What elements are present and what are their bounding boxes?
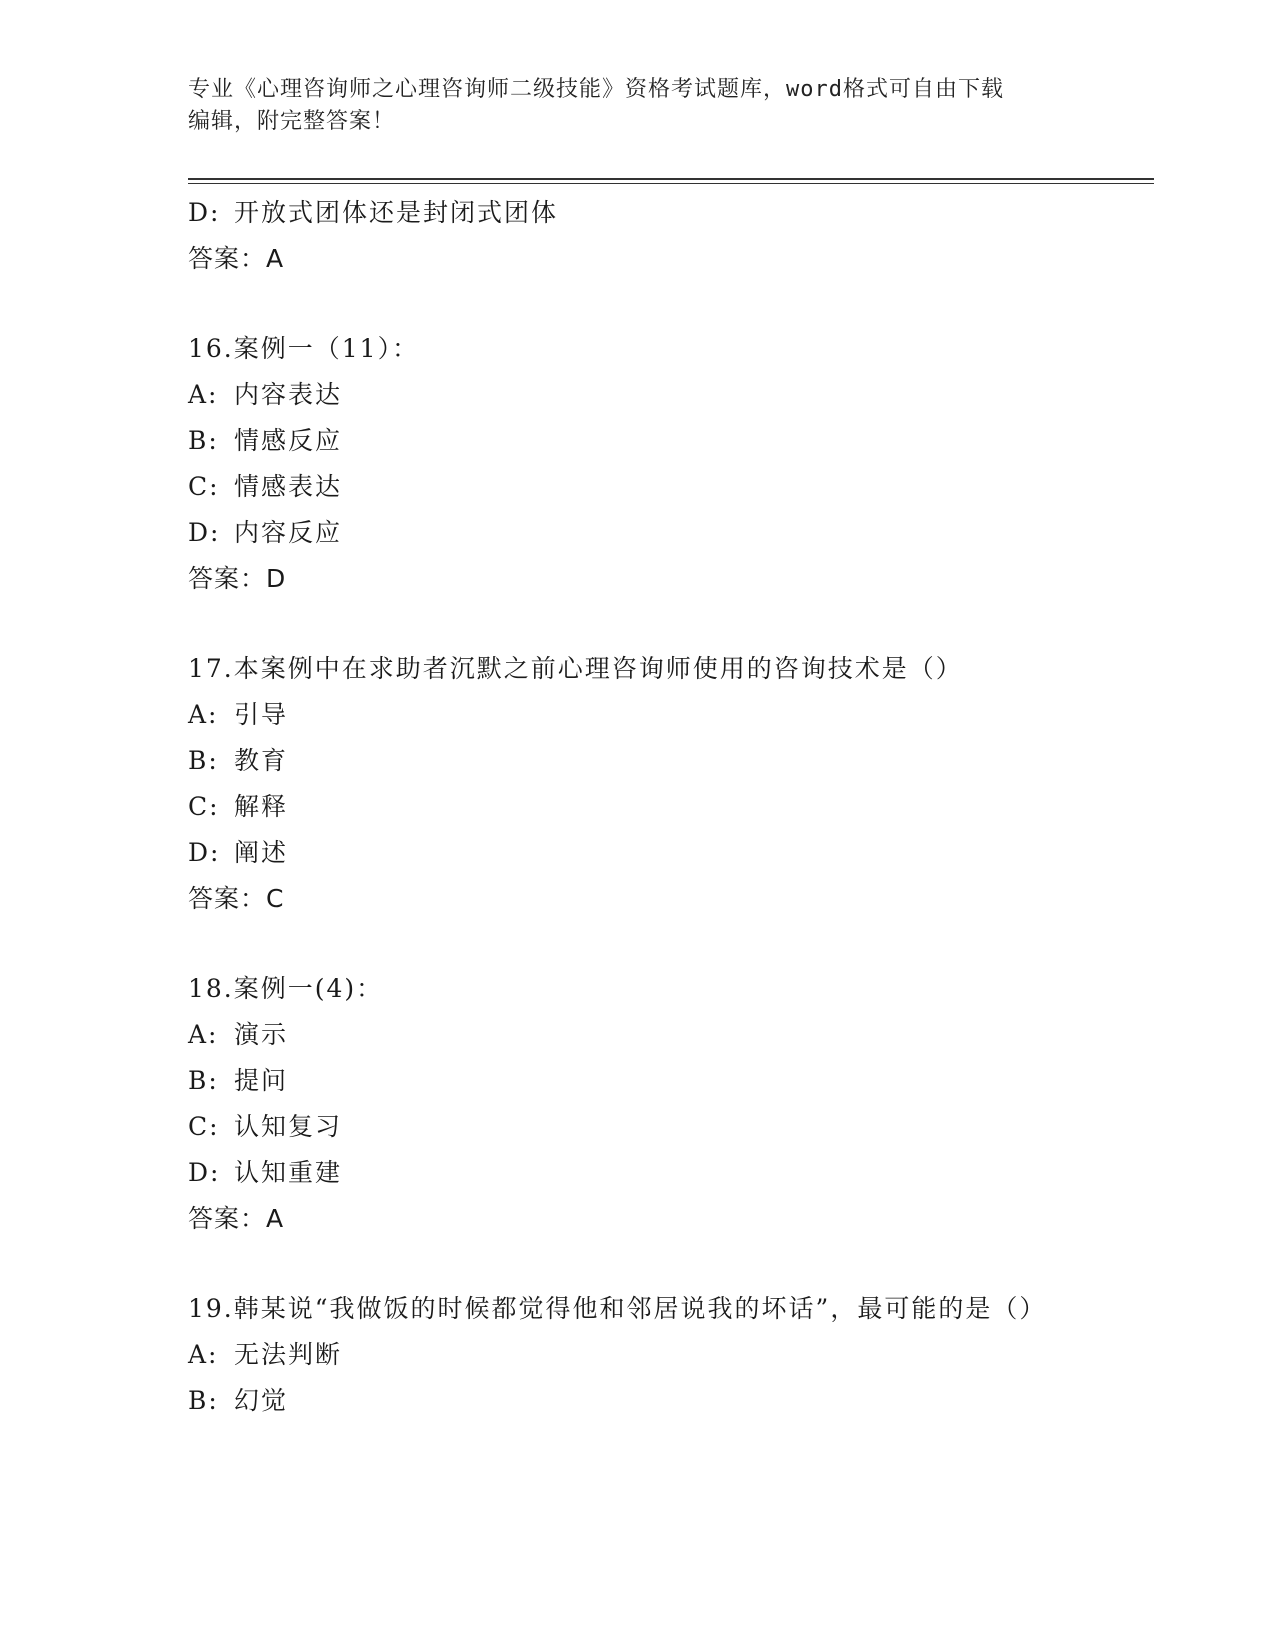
option-row	[188, 418, 1088, 464]
option-row	[188, 738, 1088, 784]
option-letter: D:	[188, 838, 221, 867]
answer-line: 答案：A	[188, 1204, 285, 1233]
option-letter: D:	[188, 198, 221, 227]
option-row	[188, 784, 1088, 830]
question-list	[188, 190, 1088, 1424]
question-block-15-tail	[188, 190, 1088, 282]
question-block-17	[188, 646, 1088, 922]
option-text: 提问	[234, 1066, 289, 1095]
option-letter: A:	[188, 1020, 219, 1049]
option-text: 内容表达	[234, 380, 343, 409]
header-divider-thick	[188, 178, 1154, 180]
header-line-2: 编辑，附完整答案！	[188, 109, 396, 134]
option-letter: B:	[188, 426, 219, 455]
option-text: 情感反应	[234, 426, 343, 455]
option-text: 无法判断	[234, 1340, 343, 1369]
question-block-16	[188, 326, 1088, 602]
question-text: 17.本案例中在求助者沉默之前心理咨询师使用的咨询技术是（）	[188, 654, 963, 683]
option-text: 阐述	[234, 838, 289, 867]
option-text: 情感表达	[234, 472, 343, 501]
option-text: 内容反应	[234, 518, 343, 547]
option-letter: C:	[188, 1112, 220, 1141]
option-row	[188, 464, 1088, 510]
option-row	[188, 1012, 1088, 1058]
option-letter: C:	[188, 792, 220, 821]
option-row	[188, 830, 1088, 876]
option-letter: B:	[188, 1066, 219, 1095]
option-text: 教育	[234, 746, 289, 775]
option-text: 解释	[234, 792, 289, 821]
question-text: 16.案例一（11）：	[188, 334, 420, 363]
answer-line: 答案：C	[188, 884, 285, 913]
option-row	[188, 190, 1088, 236]
answer-line: 答案：A	[188, 244, 285, 273]
option-text: 幻觉	[234, 1386, 289, 1415]
option-letter: B:	[188, 746, 219, 775]
answer-line: 答案：D	[188, 564, 287, 593]
option-row	[188, 372, 1088, 418]
option-text: 认知复习	[234, 1112, 343, 1141]
option-row	[188, 1104, 1088, 1150]
question-block-19	[188, 1286, 1088, 1424]
option-text: 开放式团体还是封闭式团体	[234, 198, 559, 227]
document-header	[188, 74, 1088, 138]
question-text: 19.韩某说“我做饭的时候都觉得他和邻居说我的坏话”，最可能的是（）	[188, 1294, 1047, 1323]
header-line-1: 专业《心理咨询师之心理咨询师二级技能》资格考试题库，word格式可自由下载	[188, 77, 1004, 102]
question-text: 18.案例一(4)：	[188, 974, 384, 1003]
option-letter: A:	[188, 1340, 219, 1369]
option-row	[188, 1058, 1088, 1104]
option-letter: D:	[188, 1158, 221, 1187]
option-letter: A:	[188, 700, 219, 729]
option-letter: B:	[188, 1386, 219, 1415]
option-row	[188, 1150, 1088, 1196]
option-row	[188, 1378, 1088, 1424]
option-letter: D:	[188, 518, 221, 547]
option-row	[188, 510, 1088, 556]
option-letter: A:	[188, 380, 219, 409]
option-text: 引导	[234, 700, 289, 729]
option-text: 演示	[234, 1020, 289, 1049]
question-block-18	[188, 966, 1088, 1242]
option-text: 认知重建	[234, 1158, 343, 1187]
option-letter: C:	[188, 472, 220, 501]
option-row	[188, 692, 1088, 738]
option-row	[188, 1332, 1088, 1378]
header-divider-thin	[188, 183, 1154, 184]
